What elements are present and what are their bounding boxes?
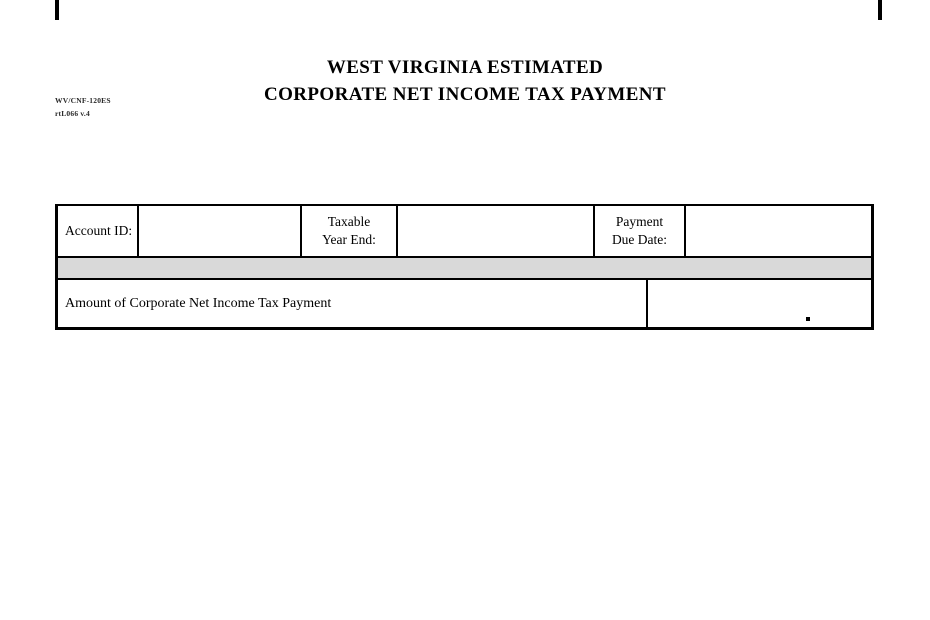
page-title-line-2: CORPORATE NET INCOME TAX PAYMENT <box>264 84 666 105</box>
amount-row <box>58 280 871 327</box>
account-id-field[interactable] <box>139 206 302 256</box>
payment-due-date-label-line-1: Payment <box>615 214 664 229</box>
taxable-year-end-label-line-2: Year End: <box>322 232 376 247</box>
identification-row <box>58 206 871 256</box>
account-id-label: Account ID: <box>65 223 133 238</box>
amount-label: Amount of Corporate Net Income Tax Payment <box>65 295 332 311</box>
taxable-year-end-label-line-1: Taxable <box>327 214 371 229</box>
crop-mark-left-icon <box>55 0 59 20</box>
payment-voucher-table <box>55 204 874 330</box>
page-title-line-1: WEST VIRGINIA ESTIMATED <box>326 57 604 78</box>
decimal-point-marker <box>806 317 810 321</box>
page-title <box>0 54 930 108</box>
account-id-label-cell <box>58 206 139 256</box>
payment-due-date-label-line-2: Due Date: <box>611 232 668 247</box>
form-code-line-1: WV/CNF-120ES <box>55 96 111 105</box>
form-code-line-2: rtL066 v.4 <box>55 109 90 118</box>
amount-field[interactable] <box>648 280 871 327</box>
section-separator-band <box>58 256 871 280</box>
amount-label-cell <box>58 280 648 327</box>
taxable-year-end-label-cell <box>302 206 398 256</box>
payment-due-date-field[interactable] <box>686 206 871 256</box>
taxable-year-end-field[interactable] <box>398 206 595 256</box>
payment-due-date-label-cell <box>595 206 686 256</box>
crop-mark-right-icon <box>878 0 882 20</box>
